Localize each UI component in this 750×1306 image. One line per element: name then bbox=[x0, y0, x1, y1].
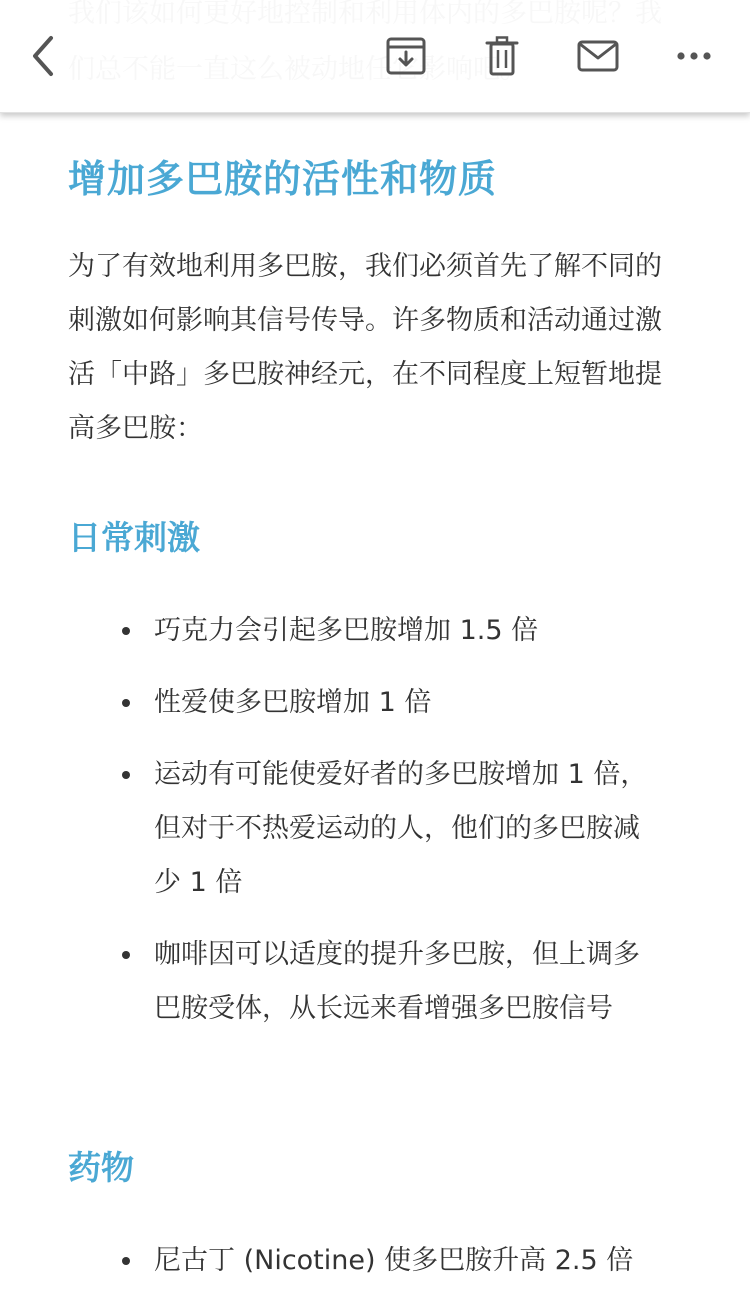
intro-paragraph: 为了有效地利用多巴胺，我们必须首先了解不同的刺激如何影响其信号传导。许多物质和活动通过激活「中路」多巴胺神经元，在不同程度上短暂地提高多巴胺： bbox=[68, 251, 662, 444]
bullet-icon bbox=[122, 771, 130, 779]
mail-button[interactable] bbox=[570, 28, 626, 84]
list-item bbox=[120, 676, 660, 730]
list-item-text: 运动有可能使爱好者的多巴胺增加 1 倍，但对于不热爱运动的人，他们的多巴胺减少 1 倍 bbox=[154, 759, 648, 898]
list-item bbox=[120, 928, 660, 1036]
list-item-text: 咖啡因可以适度的提升多巴胺，但上调多巴胺受体，从长远来看增强多巴胺信号 bbox=[154, 939, 640, 1024]
section-title: 增加多巴胺的活性和物质 bbox=[68, 157, 498, 201]
list-item bbox=[120, 748, 660, 910]
list-item-text: 尼古丁 (Nicotine) 使多巴胺升高 2.5 倍 bbox=[154, 1245, 634, 1276]
archive-icon bbox=[386, 37, 426, 75]
heading-drugs: 药物 bbox=[68, 1148, 134, 1187]
trash-icon bbox=[485, 36, 519, 76]
list-item-text: 巧克力会引起多巴胺增加 1.5 倍 bbox=[154, 615, 539, 646]
archive-button[interactable] bbox=[378, 28, 434, 84]
drugs-list bbox=[120, 1234, 660, 1306]
bullet-icon bbox=[122, 699, 130, 707]
heading-daily-stimuli: 日常刺激 bbox=[68, 518, 200, 557]
bullet-icon bbox=[122, 1257, 130, 1265]
more-button[interactable] bbox=[666, 28, 722, 84]
bullet-icon bbox=[122, 627, 130, 635]
delete-button[interactable] bbox=[474, 28, 530, 84]
mail-icon bbox=[577, 40, 619, 72]
list-item-text: 性爱使多巴胺增加 1 倍 bbox=[154, 687, 432, 718]
bullet-icon bbox=[122, 951, 130, 959]
daily-stimuli-list bbox=[120, 604, 660, 1054]
list-item bbox=[120, 1234, 660, 1288]
more-icon bbox=[676, 51, 712, 61]
list-item bbox=[120, 604, 660, 658]
back-button[interactable] bbox=[16, 28, 72, 84]
top-toolbar bbox=[0, 0, 750, 113]
chevron-left-icon bbox=[27, 34, 61, 78]
